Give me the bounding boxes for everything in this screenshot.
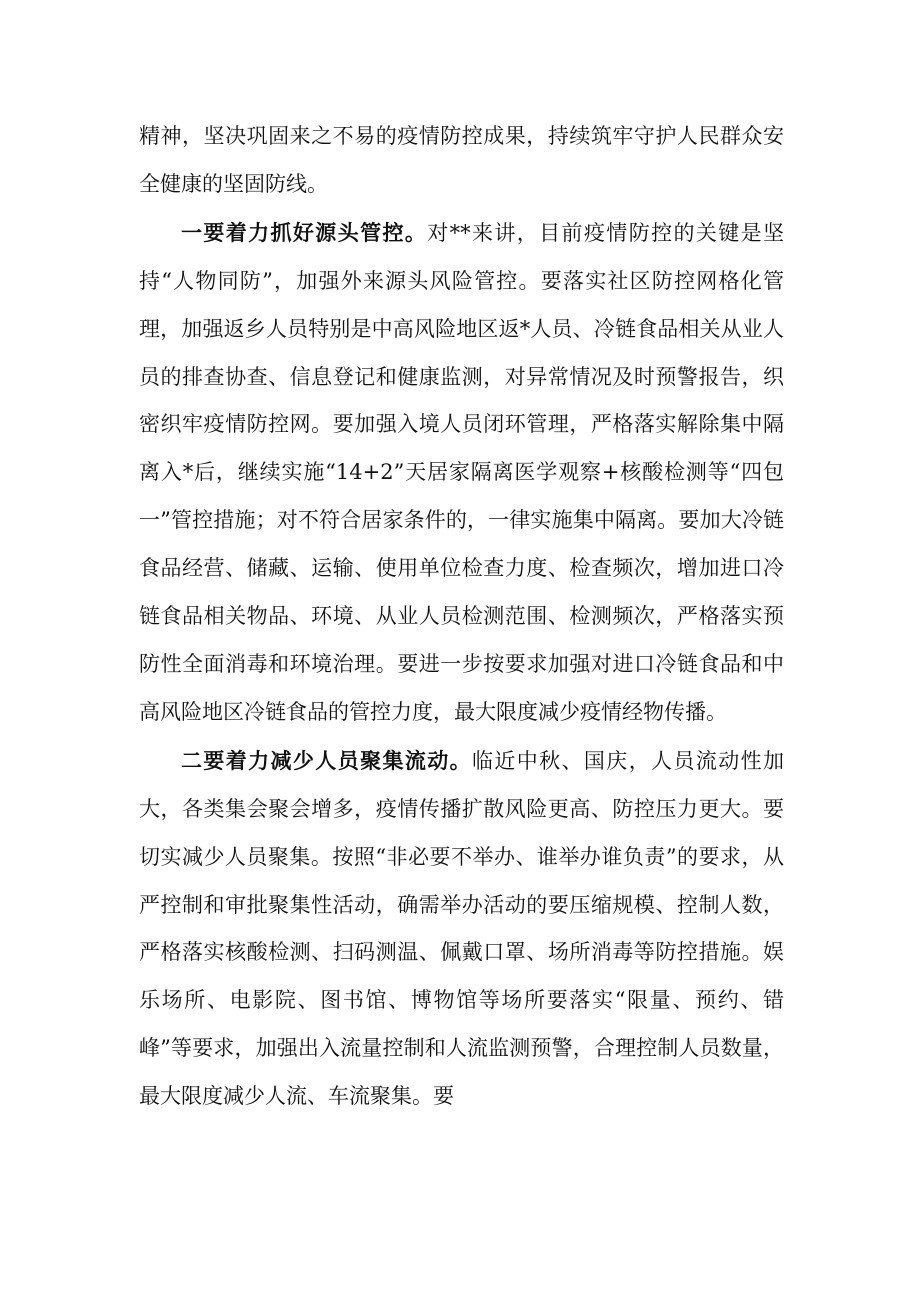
paragraph-reduce-gathering xyxy=(139,737,784,1121)
page-bottom-margin xyxy=(0,1185,920,1301)
paragraph-text: 临近中秋、国庆，人员流动性加大，各类集会聚会增多，疫情传播扩散风险更高、防控压力更大。要切实减少人员聚集。按照“非必要不举办、谁举办谁负责”的要求，从严控制和审批聚集性活动，确需举办活动的要压缩规模、控制人数，严格落实核酸检测、扫码测温、佩戴口罩、场所消毒等防控措施。娱乐场所、电影院、图书馆、博物馆等场所要落实“限量、预约、错峰”等要求，加强出入流量控制和人流监测预警，合理控制人员数量，最大限度减少人流、车流聚集。要 xyxy=(139,748,784,1109)
paragraph-source-control xyxy=(139,209,784,737)
paragraph-continuation xyxy=(139,112,784,209)
paragraph-text: 精神，坚决巩固来之不易的疫情防控成果，持续筑牢守护人民群众安全健康的坚固防线。 xyxy=(139,124,784,196)
paragraph-lead: 二要着力减少人员聚集流动。 xyxy=(181,747,472,773)
document-body xyxy=(139,112,784,1121)
paragraph-lead: 一要着力抓好源头管控。 xyxy=(181,219,428,245)
paragraph-text: 对**来讲，目前疫情防控的关键是坚持“人物同防”，加强外来源头风险管控。要落实社区防控网格化管理，加强返乡人员特别是中高风险地区返*人员、冷链食品相关从业人员的排查协查、信息登记和健康监测，对异常情况及时预警报告，织密织牢疫情防控网。要加强入境人员闭环管理，严格落实解除集中隔离入*后，继续实施“14+2”天居家隔离医学观察+核酸检测等“四包一”管控措施；对不符合居家条件的，一律实施集中隔离。要加大冷链食品经营、储藏、运输、使用单位检查力度、检查频次，增加进口冷链食品相关物品、环境、从业人员检测范围、检测频次，严格落实预防性全面消毒和环境治理。要进一步按要求加强对进口冷链食品和中高风险地区冷链食品的管控力度，最大限度减少疫情经物传播。 xyxy=(139,220,785,724)
